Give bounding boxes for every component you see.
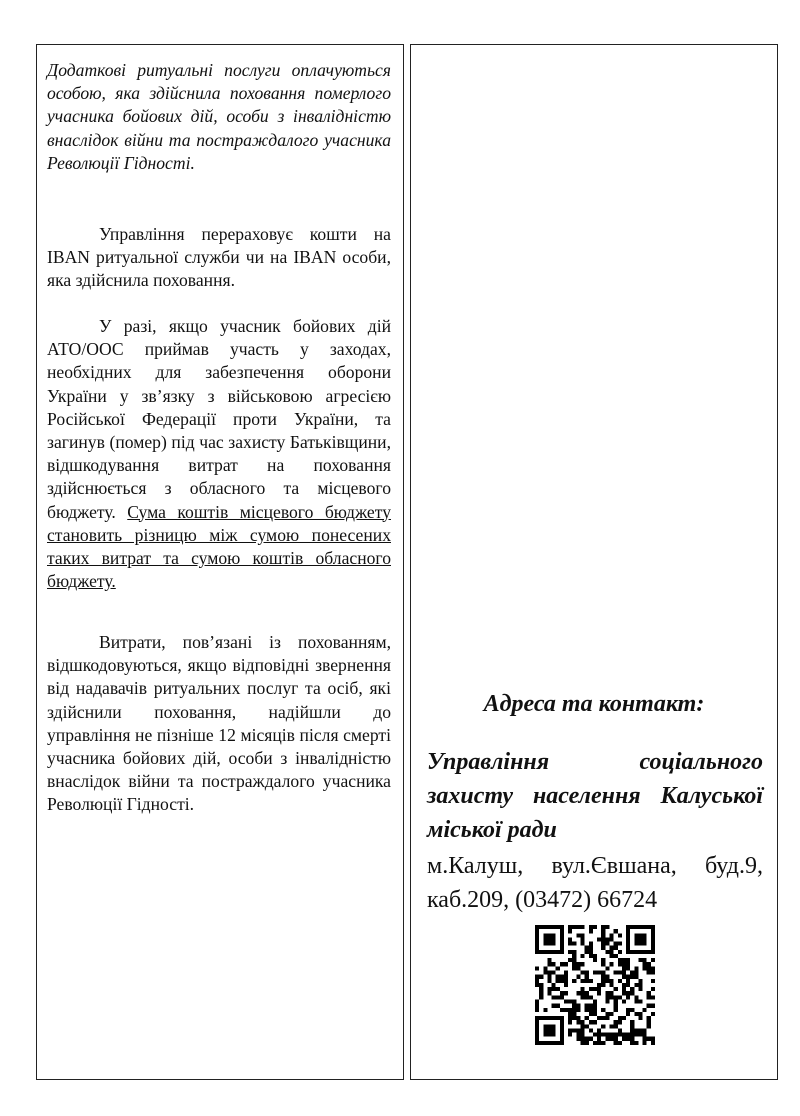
iban-transfer-paragraph: Управління перераховує кошти на IBAN ритуальної служби чи на IBAN особи, яка здійснила поховання.: [47, 224, 391, 291]
local-budget-note: Сума коштів місцевого бюджету становить різницю між сумою понесених таких витрат та сумою коштів обласного бюджету.: [47, 501, 391, 592]
contact-heading: Адреса та контакт:: [483, 691, 705, 717]
qr-code-icon: [535, 925, 655, 1045]
expenses-deadline-paragraph: Витрати, пов’язані із похованням, відшкодовуються, якщо відповідні звернення від надавачів ритуальних послуг та осіб, які здійснили поховання, надійшли до управління не пізніше 12 місяців після смерті учасника бойових дій, особи з інвалідністю внаслідок війни та постраждалого учасника Революції Гідності.: [47, 632, 391, 815]
ato-compensation-paragraph: [47, 315, 391, 593]
organization-name: Управління соціального захисту населення Калуської міської ради: [427, 749, 763, 843]
left-panel: [36, 44, 404, 1080]
right-panel: [410, 44, 778, 1080]
contact-address: м.Калуш, вул.Євшана, буд.9, каб.209, (03472) 66724: [427, 853, 763, 913]
funeral-services-note: Додаткові ритуальні послуги оплачуються особою, яка здійснила поховання померлого учасника бойових дій, особи з інвалідністю внаслідок війни та постраждалого учасника Революції Гідності.: [47, 60, 391, 173]
ato-compensation-text: У разі, якщо учасник бойових дій АТО/ООС приймав участь у заходах, необхідних для забезпечення оборони України у зв’язку з військовою агресією Російської Федерації проти України, та загинув (помер) під час захисту Батьківщини, відшкодування витрат на поховання здійснюється з обласного та місцевого бюджету.: [47, 316, 391, 522]
